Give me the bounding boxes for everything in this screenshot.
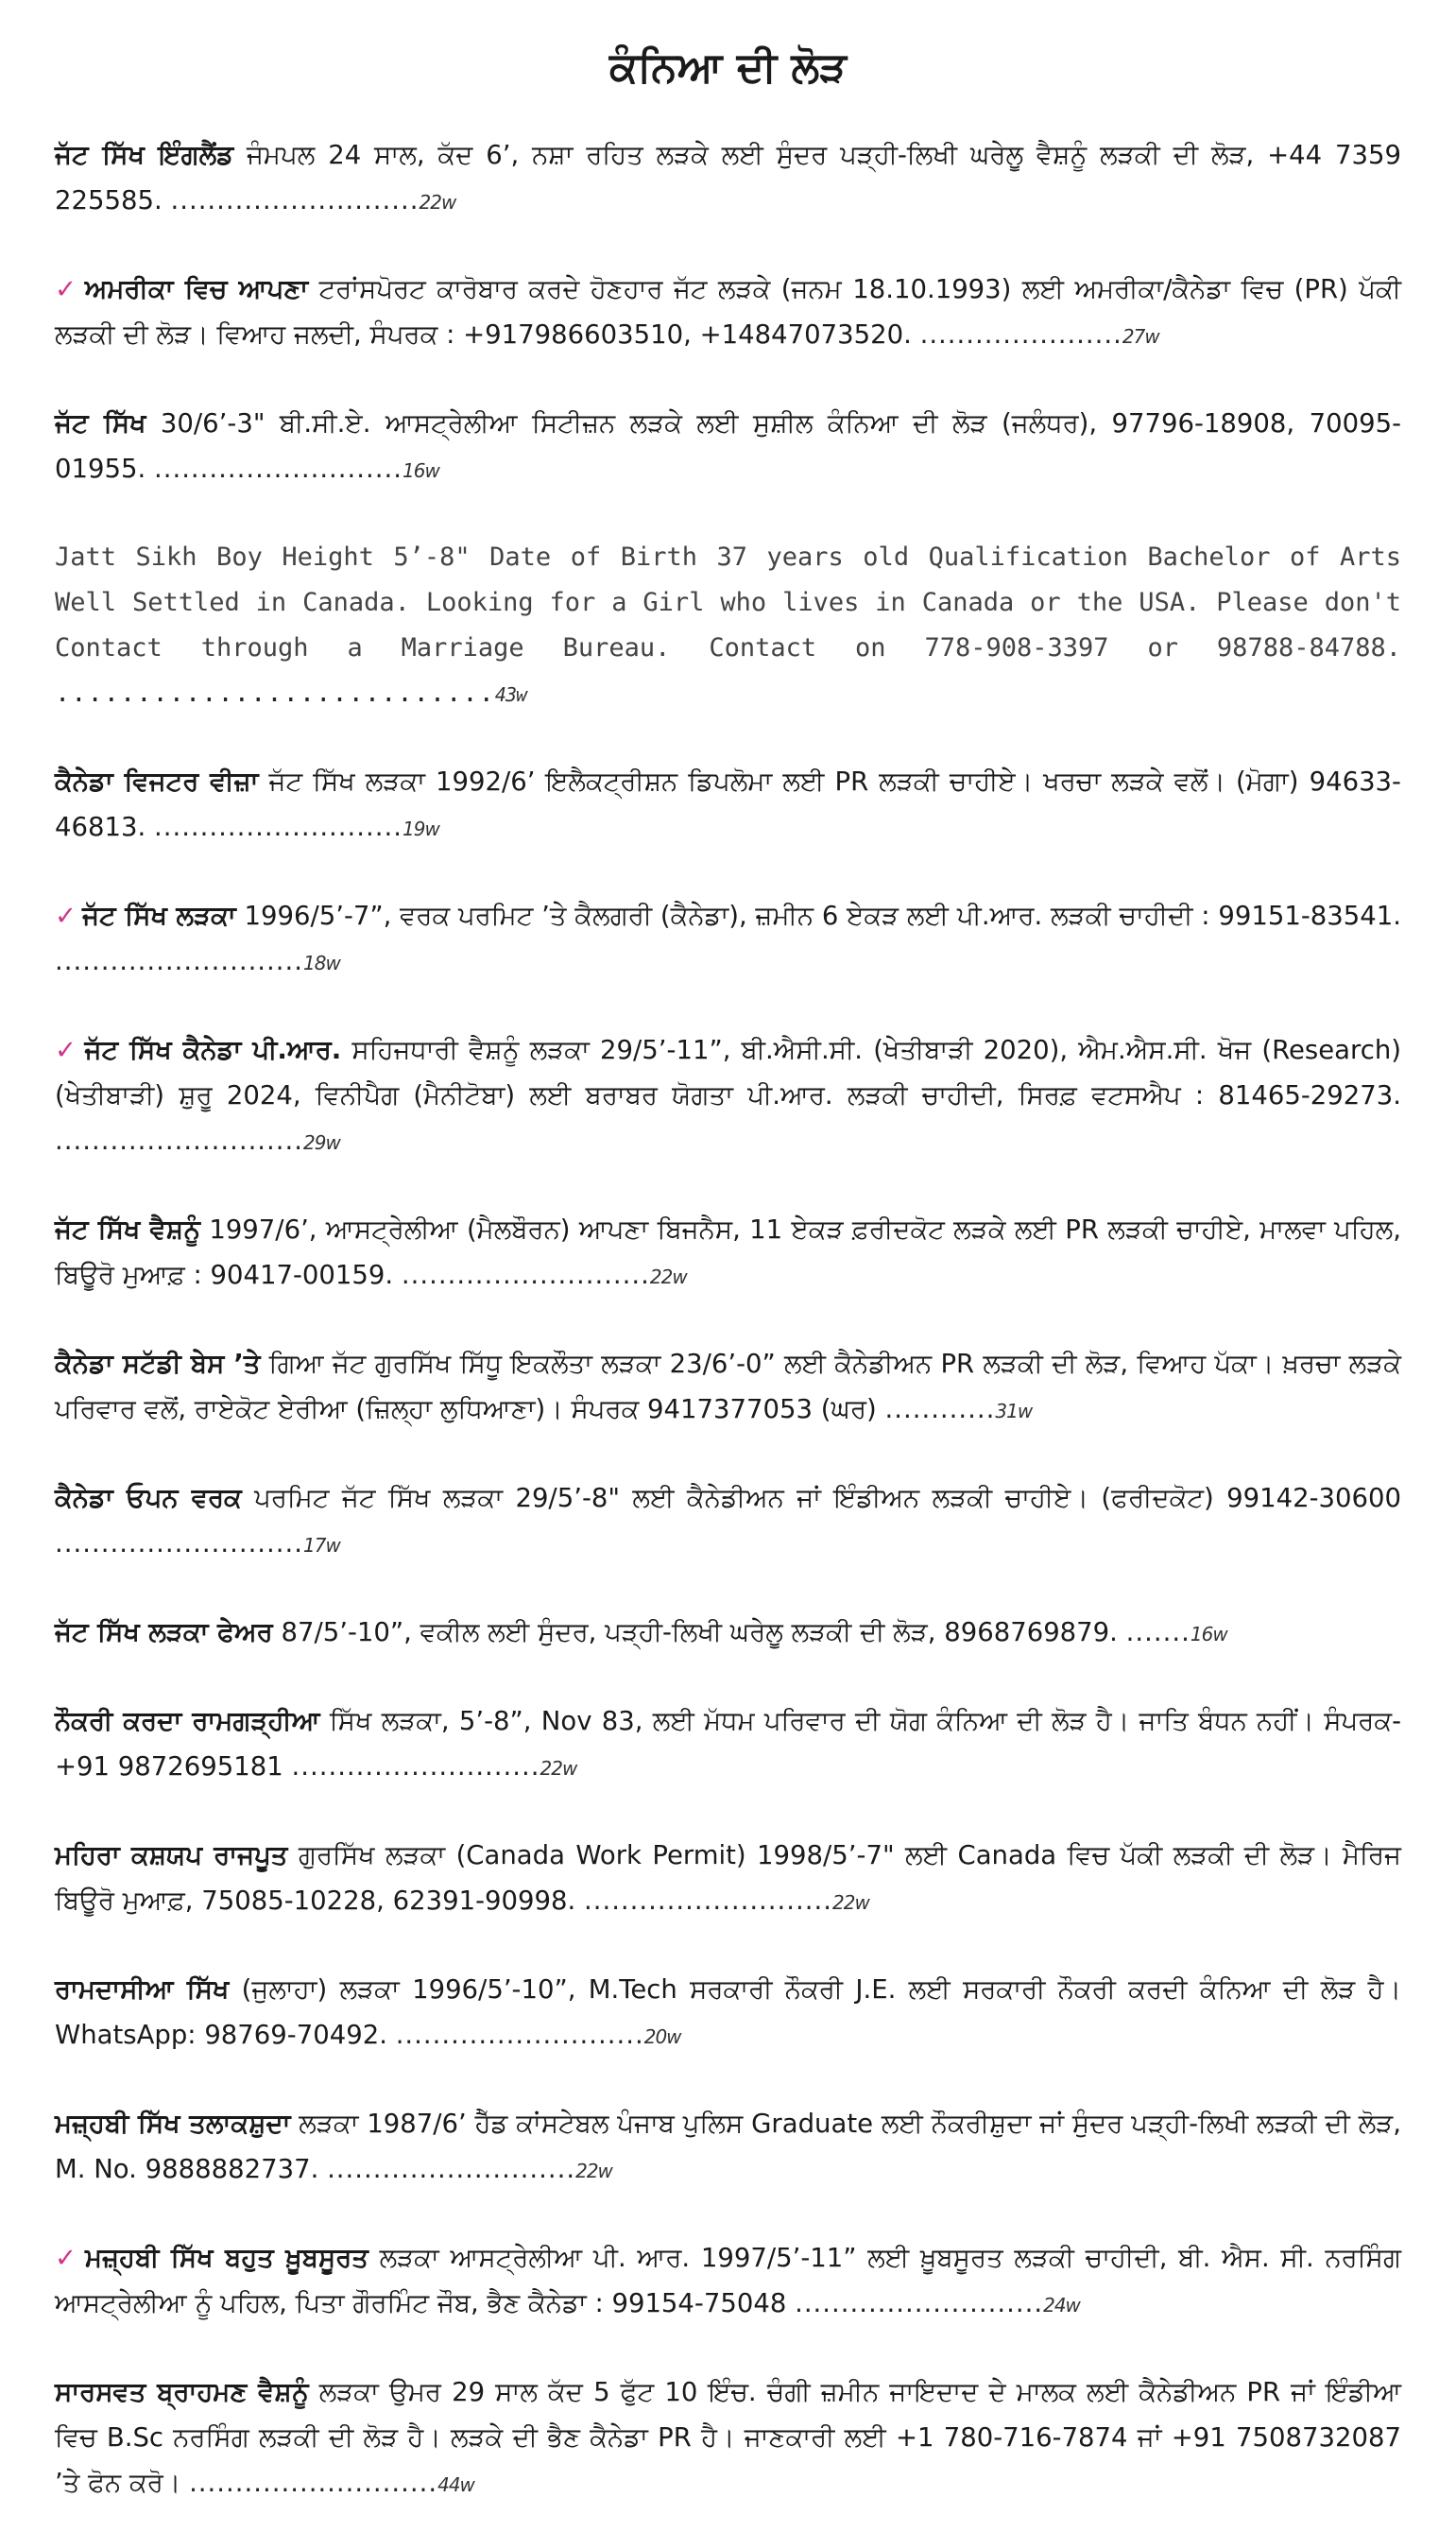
ad-lead: ਸਾਰਸਵਤ ਬ੍ਰਾਹਮਣ ਵੈਸ਼ਨੂੰ bbox=[55, 2377, 309, 2407]
ad-leader-dots: ........................... bbox=[401, 1260, 650, 1290]
checkmark-icon: ✓ bbox=[55, 274, 79, 304]
ad-leader-dots: ....... bbox=[1125, 1617, 1190, 1647]
ad-lead: ਮਜ਼੍ਹਬੀ ਸਿੱਖ ਬਹੁਤ ਖ਼ੂਬਸੂਰਤ bbox=[85, 2243, 368, 2273]
ad-body: ਗਿਆ ਜੱਟ ਗੁਰਸਿੱਖ ਸਿੱਧੂ ਇਕਲੌਤਾ ਲੜਕਾ 23/6’-0” ਲਈ ਕੈਨੇਡੀਅਨ PR ਲੜਕੀ ਦੀ ਲੋੜ, ਵਿਆਹ ਪੱਕਾ। ਖ਼ਰਚਾ ਲੜਕੇ ਪਰਿਵਾਰ ਵਲੋਂ, ਰਾਏਕੋਟ ਏਰੀਆ (ਜ਼ਿਲ੍ਹਾ ਲੁਧਿਆਣਾ)। ਸੰਪਰਕ 9417377053 (ਘਰ) bbox=[55, 1349, 1401, 1424]
checkmark-icon: ✓ bbox=[55, 901, 77, 931]
classified-ad bbox=[55, 759, 1401, 852]
ad-code: 16w bbox=[1190, 1623, 1227, 1645]
ad-leader-dots: ........................... bbox=[327, 2154, 576, 2184]
classified-ad bbox=[55, 1341, 1401, 1434]
ad-body: ਪਰਮਿਟ ਜੱਟ ਸਿੱਖ ਲੜਕਾ 29/5’-8" ਲਈ ਕੈਨੇਡੀਅਨ ਜਾਂ ਇੰਡੀਅਨ ਲੜਕੀ ਚਾਹੀਏ। (ਫਰੀਦਕੋਟ) 99142-30600 bbox=[241, 1483, 1401, 1513]
classified-ad bbox=[55, 893, 1401, 986]
ad-lead: ਜੱਟ ਸਿੱਖ bbox=[55, 408, 146, 439]
ad-leader-dots: ........................... bbox=[189, 2468, 438, 2498]
classified-ad bbox=[55, 2101, 1401, 2194]
ad-leader-dots: ........................... bbox=[55, 1126, 304, 1156]
ad-code: 18w bbox=[303, 952, 340, 974]
ad-body: 1997/6’, ਆਸਟ੍ਰੇਲੀਆ (ਮੈਲਬੌਰਨ) ਆਪਣਾ ਬਿਜਨੈਸ, 11 ਏਕੜ ਫ਼ਰੀਦਕੋਟ ਲੜਕੇ ਲਈ PR ਲੜਕੀ ਚਾਹੀਏ, ਮਾਲਵਾ ਪਹਿਲ, ਬਿਊਰੋ ਮੁਆਫ਼ : 90417-00159. bbox=[55, 1214, 1401, 1290]
ad-code: 27w bbox=[1122, 325, 1159, 348]
ad-lead: ਰਾਮਦਾਸੀਆ ਸਿੱਖ bbox=[55, 1974, 230, 2005]
checkmark-icon: ✓ bbox=[55, 2243, 80, 2273]
ad-body: 30/6’-3" ਬੀ.ਸੀ.ਏ. ਆਸਟ੍ਰੇਲੀਆ ਸਿਟੀਜ਼ਨ ਲੜਕੇ ਲਈ ਸੁਸ਼ੀਲ ਕੰਨਿਆ ਦੀ ਲੋੜ (ਜਲੰਧਰ), 97796-18908, 70095-01955. bbox=[55, 408, 1401, 484]
ad-body: ਲੜਕਾ ਉਮਰ 29 ਸਾਲ ਕੱਦ 5 ਫੁੱਟ 10 ਇੰਚ. ਚੰਗੀ ਜ਼ਮੀਨ ਜਾਇਦਾਦ ਦੇ ਮਾਲਕ ਲਈ ਕੈਨੇਡੀਅਨ PR ਜਾਂ ਇੰਡੀਆ ਵਿਚ B.Sc ਨਰਸਿੰਗ ਲੜਕੀ ਦੀ ਲੋੜ ਹੈ। ਲੜਕੇ ਦੀ ਭੈਣ ਕੈਨੇਡਾ PR ਹੈ। ਜਾਣਕਾਰੀ ਲਈ +1 780-716-7874 ਜਾਂ +91 7508732087 ’ਤੇ ਫੋਨ ਕਰੋ। bbox=[55, 2377, 1401, 2498]
ad-lead: ਅਮਰੀਕਾ ਵਿਚ ਆਪਣਾ bbox=[84, 274, 309, 304]
classified-ad bbox=[55, 1967, 1401, 2059]
ad-leader-dots: ........................... bbox=[583, 1886, 832, 1916]
ad-leader-dots: ........................... bbox=[795, 2288, 1044, 2318]
ad-lead: ਕੈਨੇਡਾ ਵਿਜਟਰ ਵੀਜ਼ਾ bbox=[55, 766, 259, 797]
ad-leader-dots: ...................... bbox=[919, 319, 1122, 350]
ad-leader-dots: ........................... bbox=[153, 812, 403, 842]
ad-lead: ਜੱਟ ਸਿੱਖ ਵੈਸ਼ਨੂੰ bbox=[55, 1214, 200, 1245]
ad-lead: ਮਹਿਰਾ ਕਸ਼ਯਪ ਰਾਜਪੂਤ bbox=[55, 1840, 288, 1870]
ad-code: 22w bbox=[832, 1891, 869, 1914]
classified-ad bbox=[55, 267, 1401, 359]
ad-body: ਜੰਮਪਲ 24 ਸਾਲ, ਕੱਦ 6’, ਨਸ਼ਾ ਰਹਿਤ ਲੜਕੇ ਲਈ ਸੁੰਦਰ ਪੜ੍ਹੀ-ਲਿਖੀ ਘਰੇਲੂ ਵੈਸ਼ਨੂੰ ਲੜਕੀ ਦੀ ਲੋੜ, +44 7359 225585. bbox=[55, 140, 1401, 215]
ad-leader-dots: ........................... bbox=[395, 2020, 644, 2050]
ad-body: ਗੁਰਸਿੱਖ ਲੜਕਾ (Canada Work Permit) 1998/5’-7" ਲਈ Canada ਵਿਚ ਪੱਕੀ ਲੜਕੀ ਦੀ ਲੋੜ। ਮੈਰਿਜ ਬਿਊਰੋ ਮੁਆਫ਼, 75085-10228, 62391-90998. bbox=[55, 1840, 1402, 1916]
ad-lead: ਨੌਕਰੀ ਕਰਦਾ ਰਾਮਗੜ੍ਹੀਆ bbox=[55, 1706, 320, 1736]
ad-body: 87/5’-10”, ਵਕੀਲ ਲਈ ਸੁੰਦਰ, ਪੜ੍ਹੀ-ਲਿਖੀ ਘਰੇਲੂ ਲੜਕੀ ਦੀ ਲੋੜ, 8968769879. bbox=[272, 1617, 1126, 1647]
ad-code: 17w bbox=[303, 1534, 340, 1557]
ad-leader-dots: ........................... bbox=[291, 1751, 540, 1782]
ad-code: 22w bbox=[575, 2160, 612, 2182]
ad-leader-dots: ........................... bbox=[170, 185, 420, 215]
classified-ad bbox=[55, 1833, 1401, 1925]
ad-leader-dots: ............ bbox=[884, 1394, 996, 1424]
ad-body: ਸਿੱਖ ਲੜਕਾ, 5’-8”, Nov 83, ਲਈ ਮੱਧਮ ਪਰਿਵਾਰ ਦੀ ਯੋਗ ਕੰਨਿਆ ਦੀ ਲੋੜ ਹੈ। ਜਾਤਿ ਬੰਧਨ ਨਹੀਂ। ਸੰਪਰਕ- +91 9872695181 bbox=[55, 1706, 1401, 1782]
ad-body: Jatt Sikh Boy Height 5’-8" Date of Birth 37 years old Qualification Bachelor of Arts Well Settled in Canada. Looking for a Girl who lives in Canada or the USA. Please don't Contact through a Marriage Bureau. Contact on 778-908-3397 or 98788-84788. bbox=[55, 543, 1401, 663]
ad-code: 22w bbox=[419, 191, 456, 214]
ad-body: ਟਰਾਂਸਪੋਰਟ ਕਾਰੋਬਾਰ ਕਰਦੇ ਹੋਣਹਾਰ ਜੱਟ ਲੜਕੇ (ਜਨਮ 18.10.1993) ਲਈ ਅਮਰੀਕਾ/ਕੈਨੇਡਾ ਵਿਚ (PR) ਪੱਕੀ ਲੜਕੀ ਦੀ ਲੋੜ। ਵਿਆਹ ਜਲਦੀ, ਸੰਪਰਕ : +917986603510, +14847073520. bbox=[55, 274, 1402, 350]
classified-ad bbox=[55, 535, 1401, 717]
ad-lead: ਕੈਨੇਡਾ ਓਪਨ ਵਰਕ bbox=[55, 1483, 242, 1513]
ad-code: 19w bbox=[403, 818, 439, 840]
checkmark-icon: ✓ bbox=[55, 1035, 79, 1065]
ad-body: ਲੜਕਾ ਆਸਟ੍ਰੇਲੀਆ ਪੀ. ਆਰ. 1997/5’-11” ਲਈ ਖ਼ੂਬਸੂਰਤ ਲੜਕੀ ਚਾਹੀਦੀ, ਬੀ. ਐਸ. ਸੀ. ਨਰਸਿੰਗ ਆਸਟ੍ਰੇਲੀਆ ਨੂੰ ਪਹਿਲ, ਪਿਤਾ ਗੌਰਮਿੰਟ ਜੌਬ, ਭੈਣ ਕੈਨੇਡਾ : 99154-75048 bbox=[55, 2243, 1402, 2318]
ad-leader-dots: ........................... bbox=[153, 454, 403, 484]
ad-code: 16w bbox=[403, 459, 439, 482]
classified-ad bbox=[55, 132, 1401, 225]
ad-code: 24w bbox=[1043, 2294, 1080, 2317]
ad-body: ਸਹਿਜਧਾਰੀ ਵੈਸ਼ਨੂੰ ਲੜਕਾ 29/5’-11”, ਬੀ.ਐਸੀ.ਸੀ. (ਖੇਤੀਬਾੜੀ 2020), ਐਮ.ਐਸ.ਸੀ. ਖੋਜ (Research) (ਖੇਤੀਬਾੜੀ) ਸ਼ੁਰੂ 2024, ਵਿਨੀਪੈਗ (ਮੈਨੀਟੋਬਾ) ਲਈ ਬਰਾਬਰ ਯੋਗਤਾ ਪੀ.ਆਰ. ਲੜਕੀ ਚਾਹੀਦੀ, ਸਿਰਫ਼ ਵਟਸਐਪ : 81465-29273. bbox=[55, 1035, 1401, 1111]
ad-leader-dots: ........................... bbox=[55, 679, 495, 708]
classified-ad bbox=[55, 1475, 1401, 1568]
ad-body: ਲੜਕਾ 1987/6’ ਹੈੱਡ ਕਾਂਸਟੇਬਲ ਪੰਜਾਬ ਪੁਲਿਸ Graduate ਲਈ ਨੌਕਰੀਸ਼ੁਦਾ ਜਾਂ ਸੁੰਦਰ ਪੜ੍ਹੀ-ਲਿਖੀ ਲੜਕੀ ਦੀ ਲੋੜ, M. No. 9888882737. bbox=[55, 2109, 1401, 2184]
classified-ad bbox=[55, 1698, 1401, 1791]
ad-lead: ਜੱਟ ਸਿੱਖ ਲੜਕਾ ਫੇਅਰ bbox=[55, 1617, 273, 1647]
ad-lead: ਜੱਟ ਸਿੱਖ ਇੰਗਲੈਂਡ bbox=[55, 140, 234, 170]
ad-leader-dots: ........................... bbox=[55, 1528, 304, 1559]
ad-code: 31w bbox=[995, 1400, 1033, 1422]
ad-code: 22w bbox=[540, 1757, 577, 1780]
page-title: ਕੰਨਿਆ ਦੀ ਲੋੜ bbox=[608, 43, 848, 92]
ad-code: 43w bbox=[494, 683, 527, 706]
ad-leader-dots: ........................... bbox=[55, 946, 304, 976]
ad-body: 1996/5’-7”, ਵਰਕ ਪਰਮਿਟ ’ਤੇ ਕੈਲਗਰੀ (ਕੈਨੇਡਾ), ਜ਼ਮੀਨ 6 ਏਕੜ ਲਈ ਪੀ.ਆਰ. ਲੜਕੀ ਚਾਹੀਦੀ : 99151-83541. bbox=[235, 901, 1401, 931]
classified-ad bbox=[55, 2235, 1401, 2328]
ad-body: ਜੱਟ ਸਿੱਖ ਲੜਕਾ 1992/6’ ਇਲੈਕਟ੍ਰੀਸ਼ਨ ਡਿਪਲੋਮਾ ਲਈ PR ਲੜਕੀ ਚਾਹੀਏ। ਖਰਚਾ ਲੜਕੇ ਵਲੋਂ। (ਮੋਗਾ) 94633-46813. bbox=[55, 766, 1401, 842]
classified-ad bbox=[55, 1207, 1401, 1300]
ad-code: 44w bbox=[437, 2473, 474, 2496]
classified-ad bbox=[55, 401, 1401, 493]
ad-code: 22w bbox=[649, 1266, 687, 1288]
ad-lead: ਜੱਟ ਸਿੱਖ ਲੜਕਾ bbox=[82, 901, 236, 931]
ad-code: 20w bbox=[643, 2025, 681, 2048]
classified-ad bbox=[55, 1027, 1401, 1165]
ads-list bbox=[55, 132, 1401, 2507]
classified-ad bbox=[55, 2369, 1401, 2507]
classified-ad bbox=[55, 1610, 1401, 1657]
ad-lead: ਕੈਨੇਡਾ ਸਟੱਡੀ ਬੇਸ ’ਤੇ bbox=[55, 1349, 261, 1379]
ad-code: 29w bbox=[303, 1131, 340, 1154]
ad-lead: ਜੱਟ ਸਿੱਖ ਕੈਨੇਡਾ ਪੀ.ਆਰ. bbox=[84, 1035, 342, 1065]
ad-body: (ਜੁਲਾਹਾ) ਲੜਕਾ 1996/5’-10”, M.Tech ਸਰਕਾਰੀ ਨੌਕਰੀ J.E. ਲਈ ਸਰਕਾਰੀ ਨੌਕਰੀ ਕਰਦੀ ਕੰਨਿਆ ਦੀ ਲੋੜ ਹੈ। WhatsApp: 98769-70492. bbox=[55, 1974, 1401, 2050]
ad-lead: ਮਜ਼੍ਹਬੀ ਸਿੱਖ ਤਲਾਕਸ਼ੁਦਾ bbox=[55, 2109, 291, 2139]
